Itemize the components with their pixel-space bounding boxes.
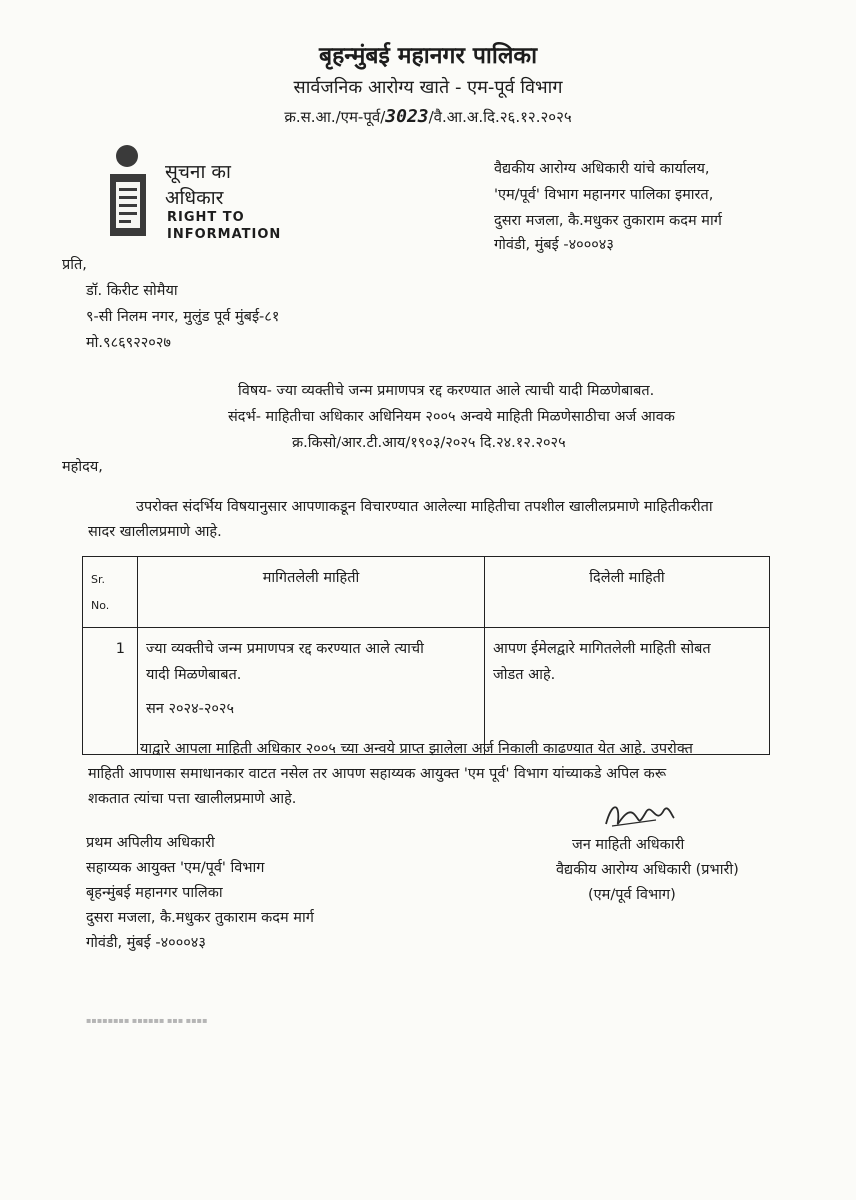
ref-suffix: /वै.आ.अ.दि.२६.१२.२०२५ <box>428 108 572 126</box>
table-row <box>83 628 770 755</box>
signatory-designation: वैद्यकीय आरोग्य अधिकारी (प्रभारी) <box>556 862 739 878</box>
recipient-phone: मो.९८६९२२०२७ <box>86 335 171 351</box>
intro-line-1: उपरोक्त संदर्भिय विषयानुसार आपणाकडून विचारण्यात आलेल्या माहितीचा तपशील खालीलप्रमाणे माहितीकरीता <box>136 499 713 515</box>
ref-prefix: क्र.स.आ./एम-पूर्व/ <box>284 108 386 126</box>
signature-icon <box>598 796 678 836</box>
signatory-title: जन माहिती अधिकारी <box>572 837 685 853</box>
row-sr: 1 <box>83 628 138 755</box>
recipient-prefix: प्रति, <box>62 257 87 273</box>
appellate-line: दुसरा मजला, कै.मधुकर तुकाराम कदम मार्ग <box>86 910 314 926</box>
row-requested <box>138 628 485 755</box>
recipient-name: डॉ. किरीट सोमैया <box>86 283 178 299</box>
appellate-line: बृहन्मुंबई महानगर पालिका <box>86 885 223 901</box>
department-title: सार्वजनिक आरोग्य खाते - एम-पूर्व विभाग <box>293 77 563 98</box>
appellate-line: प्रथम अपिलीय अधिकारी <box>86 835 215 851</box>
closing-line-1: याद्वारे आपला माहिती अधिकार २००५ च्या अन्वये प्राप्त झालेला अर्ज निकाली काढण्यात येत आहे. उपरोक्त <box>140 741 693 757</box>
row-provided <box>485 628 770 755</box>
reference-line: संदर्भ- माहितीचा अधिकार अधिनियम २००५ अन्वये माहिती मिळणेसाठीचा अर्ज आवक <box>228 409 675 425</box>
logo-text-english-2: INFORMATION <box>167 227 282 242</box>
logo-text-hindi-1: सूचना का <box>165 161 231 183</box>
row-requested-line: यादी मिळणेबाबत. <box>146 667 242 683</box>
sr-header <box>83 557 138 628</box>
reference-line-2: क्र.किसो/आर.टी.आय/१९०३/२०२५ दि.२४.१२.२०२५ <box>292 435 566 451</box>
office-address-line: दुसरा मजला, कै.मधुकर तुकाराम कदम मार्ग <box>494 213 722 229</box>
requested-info-header: मागितलेली माहिती <box>138 557 485 628</box>
recipient-address: ९-सी निलम नगर, मुलुंड पूर्व मुंबई-८१ <box>86 309 280 325</box>
subject-line: विषय- ज्या व्यक्तीचे जन्म प्रमाणपत्र रद्द करण्यात आले त्याची यादी मिळणेबाबत. <box>238 383 655 399</box>
reference-number <box>0 106 856 127</box>
signatory-department: (एम/पूर्व विभाग) <box>588 887 676 903</box>
appellate-line: गोवंडी, मुंबई -४०००४३ <box>86 935 206 951</box>
logo-text-english-1: RIGHT TO <box>167 210 245 225</box>
row-requested-line: ज्या व्यक्तीचे जन्म प्रमाणपत्र रद्द करण्यात आले त्याची <box>146 641 424 657</box>
logo-text-hindi-2: अधिकार <box>165 187 224 209</box>
ref-number-handwritten: 3023 <box>385 106 429 127</box>
office-address-line: वैद्यकीय आरोग्य अधिकारी यांचे कार्यालय, <box>494 161 710 177</box>
intro-line-2: सादर खालीलप्रमाणे आहे. <box>88 524 222 540</box>
row-provided-line: आपण ईमेलद्वारे मागितलेली माहिती सोबत <box>493 641 711 657</box>
closing-line-2: माहिती आपणास समाधानकार वाटत नसेल तर आपण सहाय्यक आयुक्त 'एम पूर्व' विभाग यांच्याकडे अपिल करू <box>88 766 667 782</box>
office-address-line: गोवंडी, मुंबई -४०००४३ <box>494 237 614 253</box>
closing-line-3: शकतात त्यांचा पत्ता खालीलप्रमाणे आहे. <box>88 791 297 807</box>
appellate-line: सहाय्यक आयुक्त 'एम/पूर्व' विभाग <box>86 860 265 876</box>
row-provided-line: जोडत आहे. <box>493 667 556 683</box>
sr-header-line1: Sr. <box>91 573 105 586</box>
table-header-row <box>83 557 770 628</box>
faint-print-mark: ▪▪▪▪▪▪▪▪ ▪▪▪▪▪▪ ▪▪▪ ▪▪▪▪ <box>86 1016 208 1025</box>
provided-info-header: दिलेली माहिती <box>485 557 770 628</box>
office-address-line: 'एम/पूर्व' विभाग महानगर पालिका इमारत, <box>494 187 714 203</box>
salutation: महोदय, <box>62 459 103 475</box>
organization-title: बृहन्मुंबई महानगर पालिका <box>318 43 538 69</box>
information-table <box>82 556 770 755</box>
row-requested-year: सन २०२४-२०२५ <box>146 701 235 717</box>
sr-header-line2: No. <box>91 599 110 612</box>
